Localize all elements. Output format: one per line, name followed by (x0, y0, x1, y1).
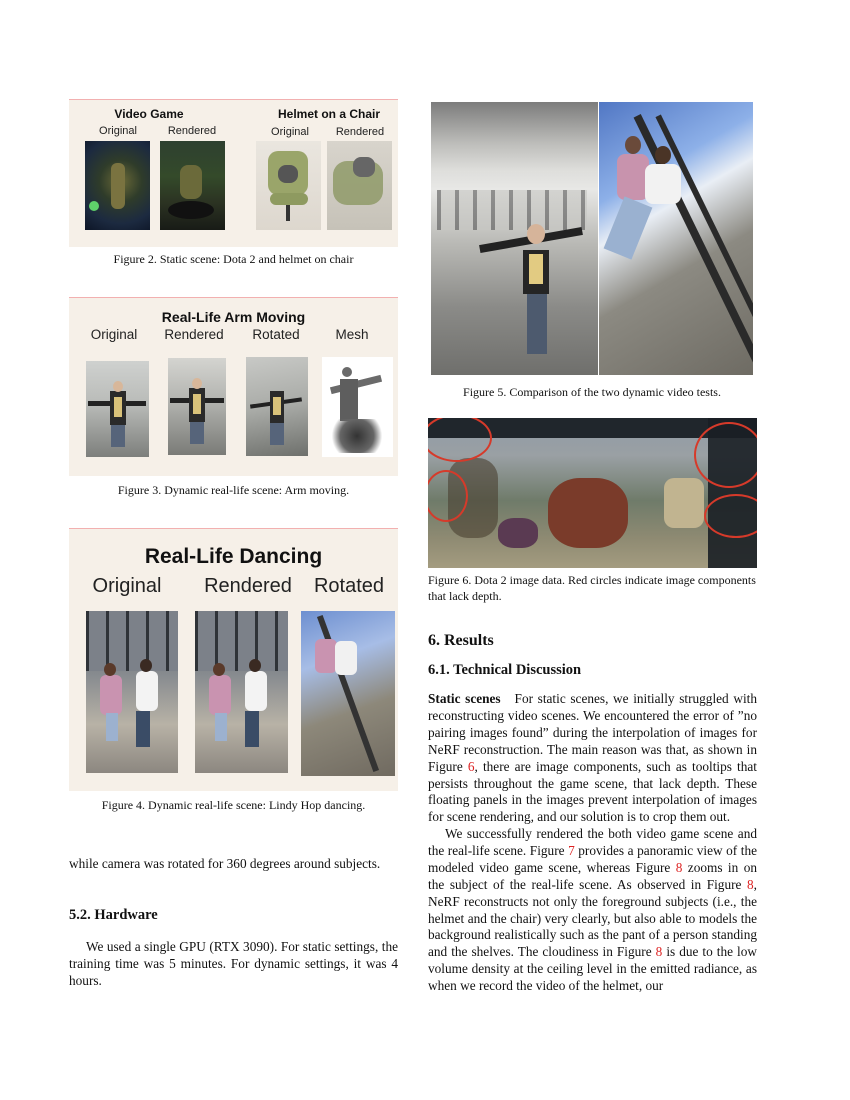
fig4-label-rotated: Rotated (313, 575, 385, 597)
left-continuation-text: while camera was rotated for 360 degrees around subjects. (69, 856, 381, 871)
fig4-label-original: Original (92, 575, 162, 597)
static-scenes-paragraph: Static scenes For static scenes, we initially struggled with reconstructing video scenes. We encountered the error of ”no pairing images found” during the interpolation of images for NeRF reconstruction. The main reason was that, as shown in Figure 6, there are image components, such as tooltips that persists throughout the game scene, that lack depth. These floating panels in the images prevent interpolation of images for scene rendering, and our solution is to crop them out. (428, 691, 757, 825)
fig3-mesh-image (322, 357, 393, 457)
figure-6-image (428, 418, 757, 568)
fig3-label-rendered: Rendered (164, 327, 224, 342)
figure-8-ref-link[interactable]: 8 (675, 859, 683, 875)
fig4-rendered-image (195, 611, 288, 773)
figure-6-ref-link[interactable]: 6 (467, 758, 475, 774)
static-scenes-label: Static scenes (428, 691, 501, 706)
hardware-paragraph (69, 939, 398, 990)
rendering-paragraph: We successfully rendered the both video game scene and the real-life scene. Figure 7 provides a panoramic view of the modeled video game scene, whereas Figure 8 zooms in on the subject of the real-life scene. As observed in Figure 8, NeRF reconstructs not only the foreground subjects (i.e., the helmet and the chair) very clearly, but also able to models the background realistically such as the pant of a person standing and the shelves. The cloudiness in Figure 8 is due to the low volume density at the ceiling level in the emitted radiance, as when we record the video of the helmet, our (428, 826, 757, 994)
figure-2-panel (69, 99, 398, 247)
hardware-text: We used a single GPU (RTX 3090). For static settings, the training time was 5 minutes. For dynamic settings, it was 4 hours. (69, 939, 398, 988)
fig2-game-rendered-image (160, 141, 225, 230)
fig2-chair-rendered-image (327, 141, 392, 230)
figure-6-caption: Figure 6. Dota 2 image data. Red circles indicate image components that lack depth. (428, 573, 756, 603)
fig4-label-rendered: Rendered (204, 575, 292, 597)
fig3-label-rotated: Rotated (252, 327, 300, 342)
figure-3-caption: Figure 3. Dynamic real-life scene: Arm moving. (117, 483, 350, 497)
figure-4-caption: Figure 4. Dynamic real-life scene: Lindy Hop dancing. (101, 798, 366, 812)
fig6-circle-topleft (428, 418, 492, 462)
fig3-original-image (86, 361, 149, 457)
fig4-rotated-image (301, 611, 395, 776)
technical-discussion-heading: 6.1. Technical Discussion (428, 662, 582, 678)
figure-5-caption: Figure 5. Comparison of the two dynamic video tests. (463, 385, 721, 399)
figure-7-ref-link[interactable]: 7 (568, 842, 575, 858)
figure-8-ref-link[interactable]: 8 (747, 876, 754, 892)
figure-8-ref-link[interactable]: 8 (655, 944, 663, 960)
figure-4-panel (69, 528, 398, 791)
fig4-original-image (86, 611, 178, 773)
fig2-label-original-2: Original (271, 126, 309, 138)
figure-5-right-image (599, 102, 753, 375)
figure-2-caption: Figure 2. Static scene: Dota 2 and helmet on chair (113, 252, 354, 266)
figure-5-left-image (431, 102, 598, 375)
fig4-title: Real-Life Dancing (144, 545, 323, 568)
fig2-group2-title: Helmet on a Chair (277, 107, 381, 121)
results-heading: 6. Results (428, 632, 494, 649)
fig3-label-mesh: Mesh (335, 327, 369, 342)
hardware-heading: 5.2. Hardware (69, 907, 158, 923)
fig2-chair-original-image (256, 141, 321, 230)
fig3-rotated-image (246, 357, 308, 456)
fig3-rendered-image (168, 358, 226, 455)
figure-3-panel (69, 297, 398, 476)
fig2-label-original-1: Original (99, 125, 137, 137)
fig2-game-original-image (85, 141, 150, 230)
fig3-title: Real-Life Arm Moving (161, 309, 306, 325)
fig2-label-rendered-2: Rendered (335, 126, 385, 138)
fig6-circle-topright (694, 422, 757, 488)
fig2-label-rendered-1: Rendered (167, 125, 217, 137)
fig2-group1-title: Video Game (114, 107, 184, 121)
fig3-label-original: Original (90, 327, 138, 342)
